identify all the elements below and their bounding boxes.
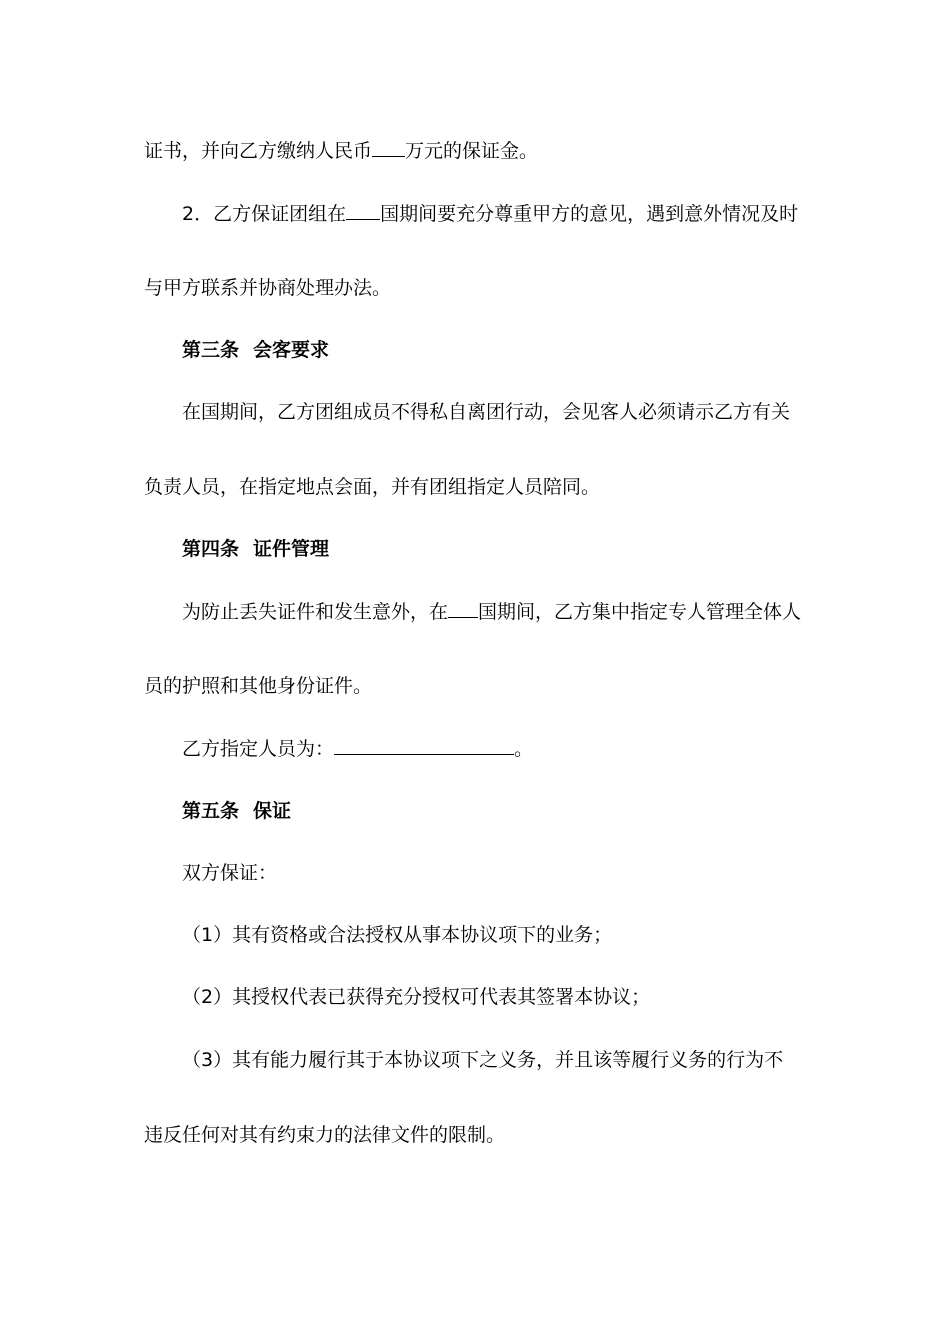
designee-blank <box>334 736 514 755</box>
article-3-title: 会客要求 <box>253 339 330 361</box>
article-4-line-1 <box>182 599 801 624</box>
article-3-heading <box>182 338 329 362</box>
article-5-intro: 双方保证： <box>182 862 278 884</box>
item-2-text-end: 国期间要充分尊重甲方的意见，遇到意外情况及时 <box>380 203 799 225</box>
article-4-line-2: 员的护照和其他身份证件。 <box>144 675 373 697</box>
article-4-text-end: 国期间，乙方集中指定专人管理全体人 <box>478 601 802 623</box>
country-blank-2 <box>448 599 478 618</box>
guarantee-item-2: （2）其授权代表已获得充分授权可代表其签署本协议； <box>182 986 651 1008</box>
guarantee-item-3-line-1: （3）其有能力履行其于本协议项下之义务，并且该等履行义务的行为不 <box>182 1049 784 1071</box>
article-4-number: 第四条 <box>182 538 240 560</box>
article-5-title: 保证 <box>253 800 292 822</box>
deposit-text-start: 证书，并向乙方缴纳人民币 <box>144 140 373 162</box>
article-3-line-2: 负责人员，在指定地点会面，并有团组指定人员陪同。 <box>144 476 601 498</box>
article-4-title: 证件管理 <box>253 538 330 560</box>
guarantee-item-1: （1）其有资格或合法授权从事本协议项下的业务； <box>182 924 613 946</box>
designee-label: 乙方指定人员为： <box>182 738 335 760</box>
paragraph-item-2 <box>182 201 798 226</box>
designee-line <box>182 736 533 761</box>
paragraph-deposit <box>144 138 538 163</box>
paragraph-item-2-continued: 与甲方联系并协商处理办法。 <box>144 277 392 299</box>
article-3-number: 第三条 <box>182 339 240 361</box>
article-5-heading <box>182 799 291 823</box>
item-2-text-start: 2．乙方保证团组在 <box>182 203 347 225</box>
article-3-line-1: 在国期间，乙方团组成员不得私自离团行动，会见客人必须请示乙方有关 <box>182 401 791 423</box>
article-4-heading <box>182 537 329 561</box>
article-5-number: 第五条 <box>182 800 240 822</box>
deposit-text-end: 万元的保证金。 <box>405 140 539 162</box>
guarantee-item-3-line-2: 违反任何对其有约束力的法律文件的限制。 <box>144 1124 506 1146</box>
designee-end: 。 <box>514 738 534 760</box>
deposit-amount-blank <box>372 138 405 157</box>
article-4-text-start: 为防止丢失证件和发生意外，在 <box>182 601 449 623</box>
country-blank <box>346 201 380 220</box>
